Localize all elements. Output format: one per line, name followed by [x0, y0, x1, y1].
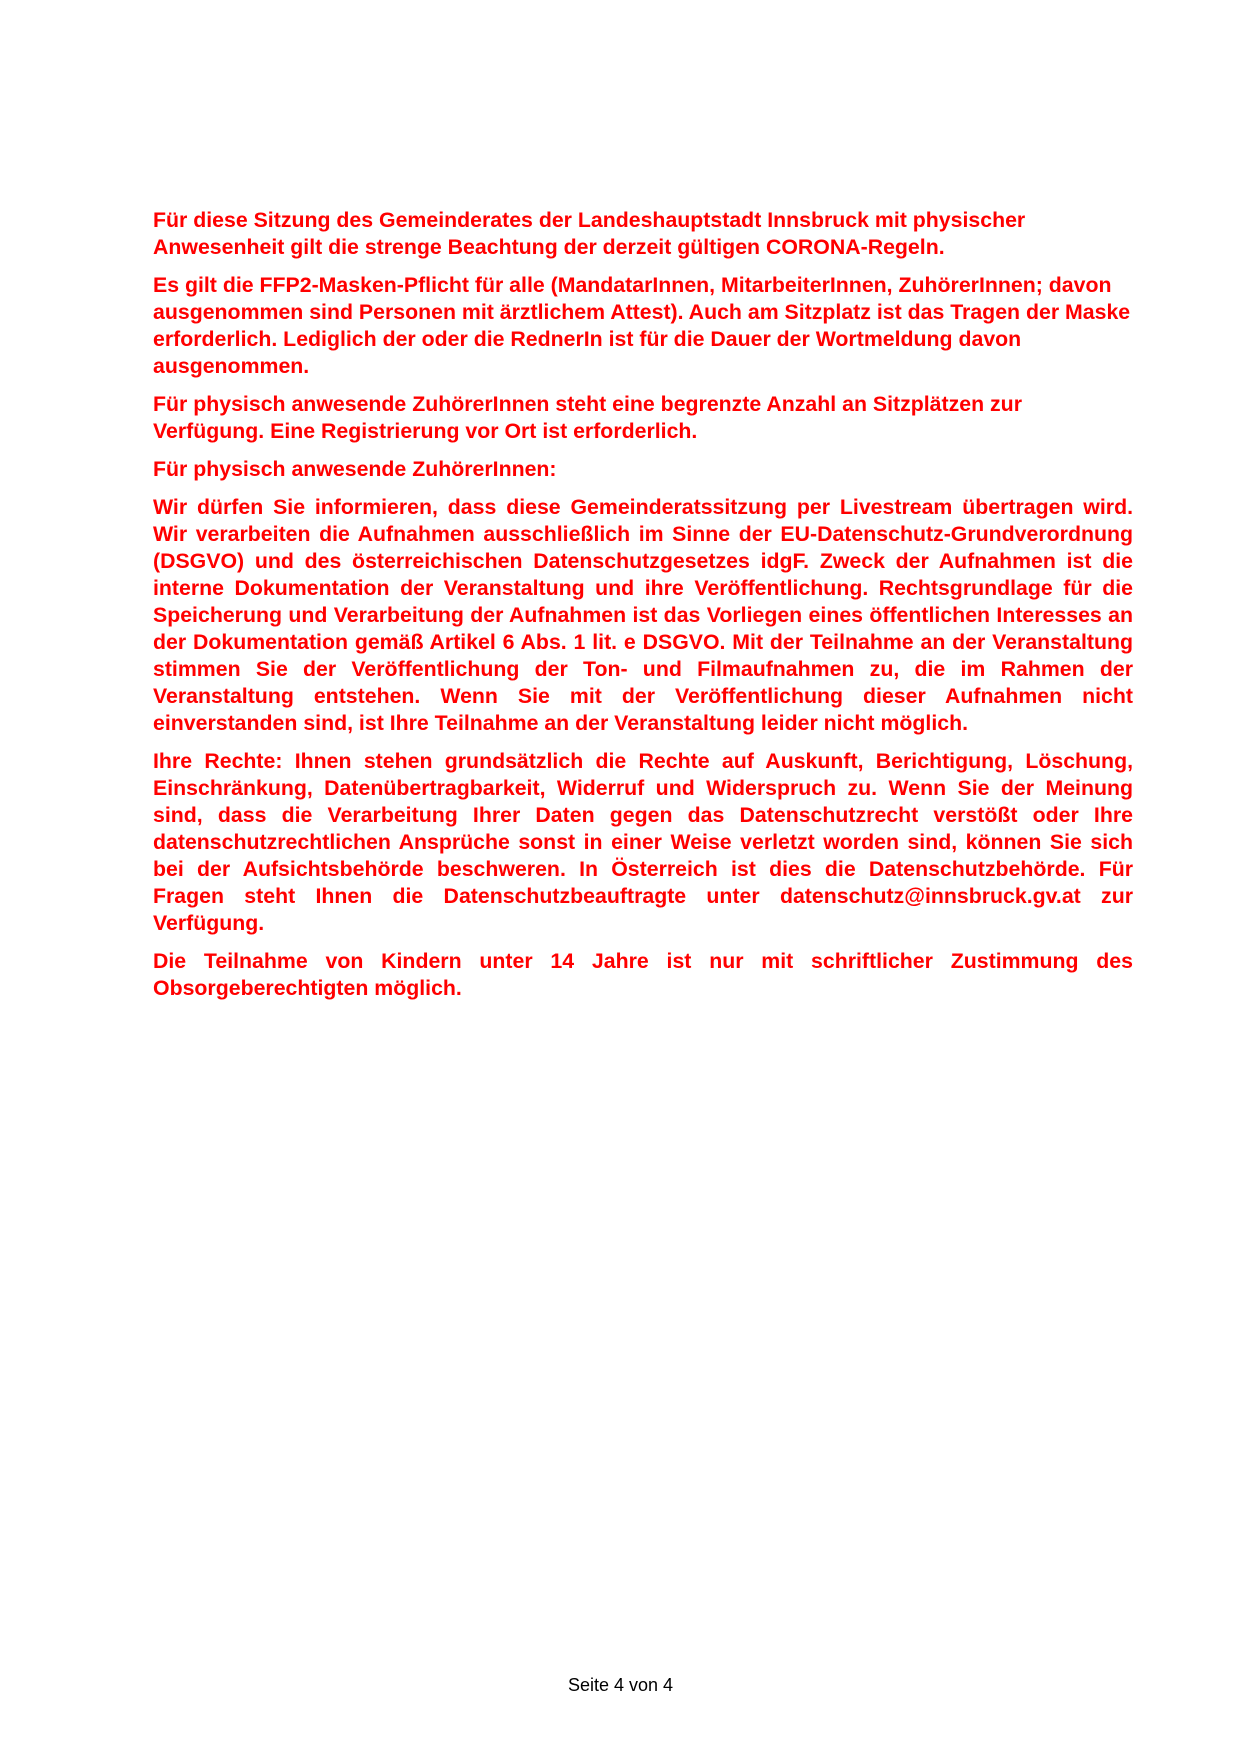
- data-rights-paragraph: Ihre Rechte: Ihnen stehen grundsätzlich die Rechte auf Auskunft, Berichtigung, Löschung, Einschränkung, Datenübertragbarkeit, Widerruf und Widerspruch zu. Wenn Sie der Meinung sind, dass die Verarbeitung Ihrer Daten gegen das Datenschutzrecht verstößt oder Ihre datenschutzrechtlichen Ansprüche sonst in einer Weise verletzt worden sind, können Sie sich bei der Aufsichtsbehörde beschweren. In Österreich ist dies die Datenschutzbehörde. Für Fragen steht Ihnen die Datenschutzbeauftragte unter datenschutz@innsbruck.gv.at zur Verfügung.: [153, 749, 1133, 935]
- seating-registration-paragraph: Für physisch anwesende ZuhörerInnen steht eine begrenzte Anzahl an Sitzplätzen zur Verfügung. Eine Registrierung vor Ort ist erforderlich.: [153, 392, 1022, 443]
- audience-heading: Für physisch anwesende ZuhörerInnen:: [153, 457, 557, 481]
- document-body: [153, 207, 1133, 1013]
- livestream-privacy-paragraph: Wir dürfen Sie informieren, dass diese Gemeinderatssitzung per Livestream übertragen wird. Wir verarbeiten die Aufnahmen ausschließlich im Sinne der EU-Datenschutz-Grundverordnung (DSGVO) und des österreichischen Datenschutzgesetzes idgF. Zweck der Aufnahmen ist die interne Dokumentation der Veranstaltung und ihre Veröffentlichung. Rechtsgrundlage für die Speicherung und Verarbeitung der Aufnahmen ist das Vorliegen eines öffentlichen Interesses an der Dokumentation gemäß Artikel 6 Abs. 1 lit. e DSGVO. Mit der Teilnahme an der Veranstaltung stimmen Sie der Veröffentlichung der Ton- und Filmaufnahmen zu, die im Rahmen der Veranstaltung entstehen. Wenn Sie mit der Veröffentlichung dieser Aufnahmen nicht einverstanden sind, ist Ihre Teilnahme an der Veranstaltung leider nicht möglich.: [153, 495, 1133, 735]
- mask-requirement-paragraph: Es gilt die FFP2-Masken-Pflicht für alle (MandatarInnen, MitarbeiterInnen, ZuhörerInnen; davon ausgenommen sind Personen mit ärztlichem Attest). Auch am Sitzplatz ist das Tragen der Maske erforderlich. Lediglich der oder die RednerIn ist für die Dauer der Wortmeldung davon ausgenommen.: [153, 273, 1131, 378]
- children-consent-paragraph: Die Teilnahme von Kindern unter 14 Jahre ist nur mit schriftlicher Zustimmung des Obsorgeberechtigten möglich.: [153, 949, 1133, 1000]
- corona-rules-intro: Für diese Sitzung des Gemeinderates der Landeshauptstadt Innsbruck mit physischer Anwesenheit gilt die strenge Beachtung der derzeit gültigen CORONA-Regeln.: [153, 208, 1026, 259]
- page-number-footer: Seite 4 von 4: [567, 1675, 674, 1695]
